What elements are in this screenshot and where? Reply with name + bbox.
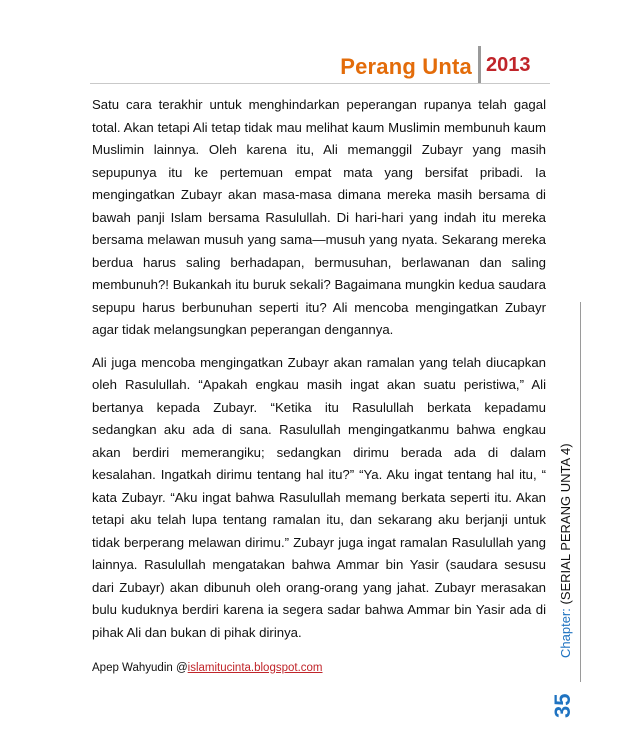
side-rule — [580, 302, 581, 682]
side-margin — [548, 302, 608, 728]
header-divider — [478, 46, 481, 84]
footer-author: Apep Wahyudin @ — [92, 662, 188, 674]
chapter-name: (SERIAL PERANG UNTA 4) — [558, 443, 573, 605]
body-text — [92, 94, 546, 654]
chapter-label — [558, 443, 573, 658]
page-number: 35 — [550, 693, 575, 718]
header-rule — [90, 83, 550, 84]
page-header — [0, 46, 638, 84]
header-title: Perang Unta — [340, 54, 472, 79]
header-year: 2013 — [486, 54, 531, 76]
footer-link[interactable]: islamitucinta.blogspot.com — [187, 662, 323, 674]
paragraph-1: Satu cara terakhir untuk menghindarkan peperangan rupanya telah gagal total. Akan tetapi Ali tetap tidak mau melihat kaum Muslimin membunuh kaum Muslimin lainnya. Oleh karena itu, Ali memanggil Zubayr yang masih sepupunya itu ke pertemuan empat mata yang bersifat pribadi. Ia mengingatkan Zubayr akan masa-masa dimana mereka masih bersama di bawah panji Islam bersama Rasulullah. Di hari-hari yang indah itu mereka bersama melawan musuh yang sama—musuh yang nyata. Sekarang mereka berdua harus saling berhadapan, bermusuhan, berlawanan dan saling membunuh?! Bukankah itu buruk sekali? Bagaimana mungkin kedua saudara sepupu harus berbunuhan seperti itu? Ali mencoba mengingatkan Zubayr agar tidak melangsungkan peperangan dengannya. — [92, 97, 546, 337]
chapter-prefix: Chapter: — [558, 608, 573, 658]
page-footer — [92, 662, 323, 674]
paragraph-2: Ali juga mencoba mengingatkan Zubayr akan ramalan yang telah diucapkan oleh Rasulullah. “Apakah engkau masih ingat akan suatu peristiwa,” Ali bertanya kepada Zubayr. “Ketika itu Rasulullah berkata kepadamu sedangkan aku ada di sana. Rasulullah mengingatkanmu bahwa engkau akan berdiri memerangiku; sedangkan dirimu berada ada di dalam kesalahan. Ingatkah dirimu tentang hal itu?” “Ya. Aku ingat tentang hal itu, “ kata Zubayr. “Aku ingat bahwa Rasulullah memang berkata seperti itu. Akan tetapi aku telah lupa tentang ramalan itu, dan sekarang aku berjanji untuk tidak berperang melawan dirimu.” Zubayr juga ingat ramalan Rasulullah yang lainnya. Rasulullah mengatakan bahwa Ammar bin Yasir (saudara sesusu dari Zubayr) akan dibunuh oleh orang-orang yang jahat. Zubayr merasakan bulu kuduknya berdiri karena ia segera sadar bahwa Ammar bin Yasir ada di pihak Ali dan bukan di pihak dirinya. — [92, 354, 546, 640]
